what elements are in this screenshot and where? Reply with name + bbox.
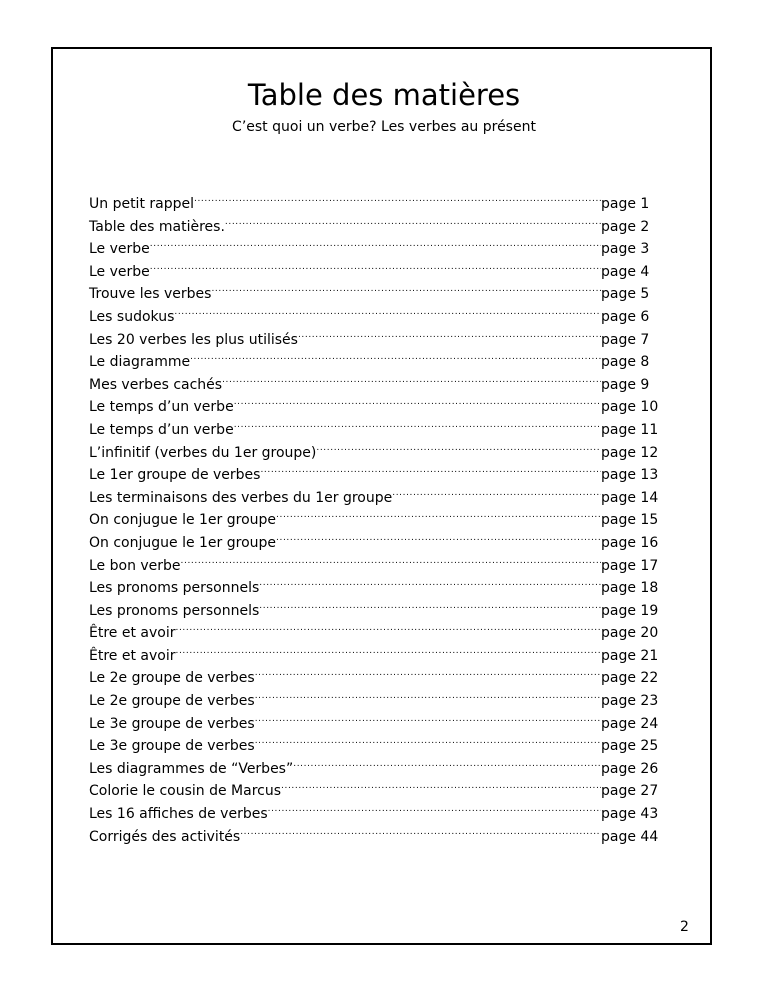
toc-entry-title: Un petit rappel xyxy=(89,196,194,212)
dot-leader xyxy=(260,457,601,479)
toc-entry xyxy=(89,660,669,687)
page-subtitle: C’est quoi un verbe? Les verbes au présent xyxy=(232,119,536,135)
dot-leader xyxy=(293,751,601,773)
dot-leader xyxy=(181,548,601,570)
dot-leader xyxy=(174,299,601,321)
toc-entry-title: On conjugue le 1er groupe xyxy=(89,534,277,551)
table-of-contents xyxy=(89,186,669,845)
toc-entry-title: Le 3e groupe de verbes xyxy=(89,738,255,755)
toc-entry-page: page 11 xyxy=(601,421,659,438)
toc-entry-page: page 6 xyxy=(601,308,650,325)
dot-leader xyxy=(222,367,601,389)
dot-leader xyxy=(255,706,601,728)
dot-leader xyxy=(276,502,601,524)
dot-leader xyxy=(276,525,601,547)
dot-leader xyxy=(234,412,601,434)
page-title: Table des matières xyxy=(247,78,521,112)
toc-entry-page: page 13 xyxy=(601,467,659,484)
toc-entry-title: Les pronoms personnels xyxy=(89,580,260,597)
toc-entry-title: Être et avoir xyxy=(89,647,176,664)
toc-entry-page: page 22 xyxy=(601,670,659,687)
toc-entry-page: page 43 xyxy=(601,806,659,823)
toc-entry-title: Trouve les verbes xyxy=(89,286,212,303)
dot-leader xyxy=(316,435,601,457)
toc-entry xyxy=(89,299,669,325)
toc-entry xyxy=(89,231,669,258)
toc-entry-page: page 20 xyxy=(601,625,659,642)
toc-entry-title: Table des matières. xyxy=(89,218,225,235)
toc-entry-page: page 9 xyxy=(601,376,650,393)
dot-leader xyxy=(392,480,601,502)
toc-entry-page: page 1 xyxy=(601,196,650,212)
toc-entry-page: page 21 xyxy=(601,647,659,664)
toc-entry xyxy=(89,322,669,348)
toc-entry-page: page 19 xyxy=(601,602,659,619)
toc-entry-title: Les diagrammes de “Verbes” xyxy=(89,760,294,777)
toc-entry xyxy=(89,254,669,280)
toc-entry-page: page 8 xyxy=(601,354,650,371)
dot-leader xyxy=(255,728,601,750)
toc-entry-title: Le 1er groupe de verbes xyxy=(89,467,261,484)
toc-entry-title: Les pronoms personnels xyxy=(89,602,260,619)
toc-entry-page: page 10 xyxy=(601,399,659,416)
toc-entry-page: page 44 xyxy=(601,828,659,845)
toc-entry-title: Le verbe xyxy=(89,263,150,280)
dot-leader xyxy=(259,593,601,615)
toc-entry-title: Le bon verbe xyxy=(89,557,181,574)
toc-entry-title: Le 3e groupe de verbes xyxy=(89,715,255,732)
toc-entry-title: Le diagramme xyxy=(89,354,191,371)
toc-entry-title: Colorie le cousin de Marcus xyxy=(89,783,282,800)
toc-entry-title: Les 20 verbes les plus utilisés xyxy=(89,331,298,348)
toc-entry-page: page 26 xyxy=(601,760,659,777)
toc-entry-page: page 18 xyxy=(601,580,659,597)
toc-entry-page: page 7 xyxy=(601,331,650,348)
dot-leader xyxy=(190,344,601,366)
toc-entry-title: Être et avoir xyxy=(89,625,176,642)
toc-entry-page: page 14 xyxy=(601,489,659,506)
toc-entry-title: Les terminaisons des verbes du 1er groupe xyxy=(89,489,393,506)
dot-leader xyxy=(234,389,601,411)
toc-entry-page: page 24 xyxy=(601,715,659,732)
toc-entry-page: page 12 xyxy=(601,444,659,461)
toc-entry-title: Les sudokus xyxy=(89,308,175,325)
toc-entry-title: L’infinitif (verbes du 1er groupe) xyxy=(89,444,317,461)
toc-entry-page: page 16 xyxy=(601,534,659,551)
dot-leader xyxy=(211,276,601,298)
toc-entry-title: Corrigés des activités xyxy=(89,828,241,845)
dot-leader xyxy=(194,186,601,208)
dot-leader xyxy=(150,254,601,276)
toc-entry-page: page 17 xyxy=(601,557,659,574)
toc-entry-title: Le 2e groupe de verbes xyxy=(89,693,255,710)
toc-entry-title: Le 2e groupe de verbes xyxy=(89,670,255,687)
dot-leader xyxy=(298,322,601,344)
toc-entry-title: Le temps d’un verbe xyxy=(89,399,234,416)
toc-entry-page: page 23 xyxy=(601,693,659,710)
toc-entry-title: On conjugue le 1er groupe xyxy=(89,512,277,529)
dot-leader xyxy=(240,819,601,841)
toc-entry xyxy=(89,638,669,664)
toc-entry-title: Le verbe xyxy=(89,241,150,258)
toc-entry-page: page 27 xyxy=(601,783,659,800)
dot-leader xyxy=(175,638,601,660)
toc-entry xyxy=(89,615,669,642)
dot-leader xyxy=(268,796,601,818)
dot-leader xyxy=(175,615,601,637)
toc-entry-page: page 5 xyxy=(601,286,650,303)
dot-leader xyxy=(255,683,601,705)
toc-entry xyxy=(89,276,669,303)
toc-entry-title: Mes verbes cachés xyxy=(89,376,223,393)
dot-leader xyxy=(255,660,601,682)
toc-entry-title: Les 16 affiches de verbes xyxy=(89,806,268,823)
dot-leader xyxy=(150,231,601,253)
dot-leader xyxy=(281,773,601,795)
dot-leader xyxy=(259,570,601,592)
toc-entry-page: page 3 xyxy=(601,241,650,258)
toc-entry-page: page 15 xyxy=(601,512,659,529)
toc-entry-page: page 2 xyxy=(601,218,650,235)
toc-entry-page: page 25 xyxy=(601,738,659,755)
toc-entry xyxy=(89,186,669,212)
toc-entry-page: page 4 xyxy=(601,263,650,280)
page-number: 2 xyxy=(680,919,689,935)
dot-leader xyxy=(225,209,601,231)
toc-entry-title: Le temps d’un verbe xyxy=(89,421,234,438)
